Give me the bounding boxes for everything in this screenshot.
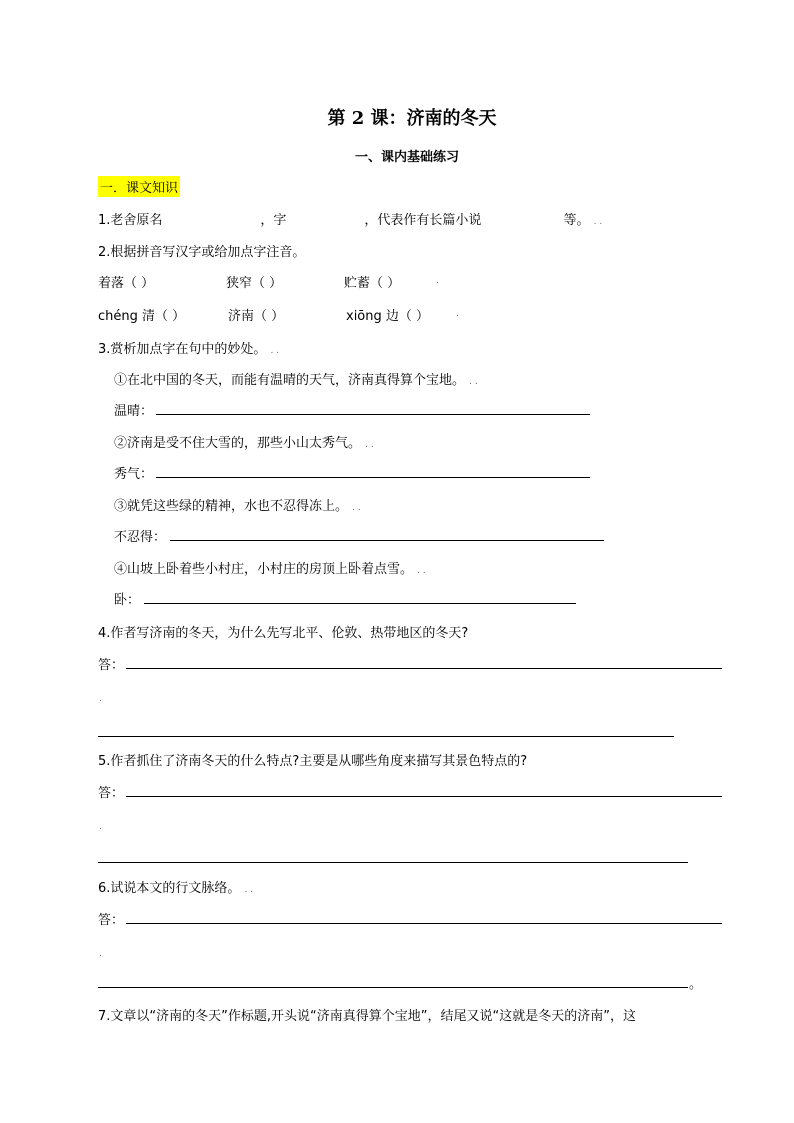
q3-sentence-3: ③就凭这些绿的精神，水也不忍得冻上。 . . (114, 499, 361, 514)
q3-sentence-4: ④山坡上卧着些小村庄，小村庄的房顶上卧着点雪。 . . (114, 562, 426, 577)
question-6-title: 6.试说本文的行文脉络。 . . (98, 881, 254, 896)
section-heading: 一．课文知识 (98, 176, 180, 197)
q3-sentence-2: ②济南是受不住大雪的，那些小山太秀气。 . . (114, 436, 374, 451)
q2-row1-item3: 贮蓄（ ） (344, 276, 401, 291)
page-subtitle: 一、课内基础练习 (354, 150, 459, 165)
question-7-title: 7.文章以“济南的冬天”作标题,开头说“济南真得算个宝地”，结尾又说“这就是冬天的济南”，这 (98, 1009, 636, 1024)
q2-row2-mark: . (456, 309, 459, 319)
page-title: 第 2 课：济南的冬天 (327, 108, 497, 129)
q1-end: 等。 (563, 213, 590, 228)
q3-sentence-1: ①在北中国的冬天，而能有温晴的天气，济南真得算个宝地。 . . (114, 373, 478, 388)
q4-answer-label: 答： (98, 658, 125, 673)
q4-answer-line-2[interactable] (98, 736, 674, 737)
q3-answer-line-4[interactable] (144, 603, 576, 604)
question-5-title: 5.作者抓住了济南冬天的什么特点?主要是从哪些角度来描写其景色特点的? (98, 754, 528, 769)
q3-answer-line-1[interactable] (156, 414, 590, 415)
q2-row1-mark: . (436, 276, 439, 286)
question-3-title: 3.赏析加点字在句中的妙处。 . . (98, 342, 280, 357)
q3-label-1: 温晴： (114, 404, 154, 419)
q3-label-4: 卧： (114, 593, 141, 608)
q2-row2-item1: chéng 清（ ） (98, 309, 186, 324)
q4-mark: . (99, 694, 102, 704)
q1-mark: . . (593, 217, 603, 227)
question-1 (98, 209, 602, 228)
q5-mark: . (99, 822, 102, 832)
q5-answer-label: 答： (98, 786, 125, 801)
q1-prefix: 1.老舍原名 (98, 213, 163, 228)
q6-answer-line-2[interactable] (98, 987, 688, 988)
q2-row2-item2: 济南（ ） (228, 309, 285, 324)
q1-mid2: ，代表作有长篇小说 (364, 213, 482, 228)
question-4-title: 4.作者写济南的冬天，为什么先写北平、伦敦、热带地区的冬天? (98, 626, 469, 641)
q6-answer-line-1[interactable] (126, 923, 722, 924)
question-2-title: 2.根据拼音写汉字或给加点字注音。 (98, 245, 306, 260)
q2-row1-item1: 着落（ ） (98, 276, 155, 291)
q3-answer-line-2[interactable] (156, 477, 590, 478)
q2-row2-item3: xiōng 边（ ） (346, 309, 430, 324)
q5-answer-line-1[interactable] (126, 796, 722, 797)
q2-row1-item2: 狭窄（ ） (226, 276, 283, 291)
q6-end-period: 。 (689, 977, 703, 992)
q3-label-2: 秀气： (114, 467, 154, 482)
q1-mid1: ，字 (260, 213, 287, 228)
q4-answer-line-1[interactable] (126, 668, 722, 669)
q3-label-3: 不忍得： (114, 530, 167, 545)
q3-answer-line-3[interactable] (170, 540, 604, 541)
q6-answer-label: 答： (98, 913, 125, 928)
q5-answer-line-2[interactable] (98, 862, 688, 863)
q6-mark: . (99, 949, 102, 959)
